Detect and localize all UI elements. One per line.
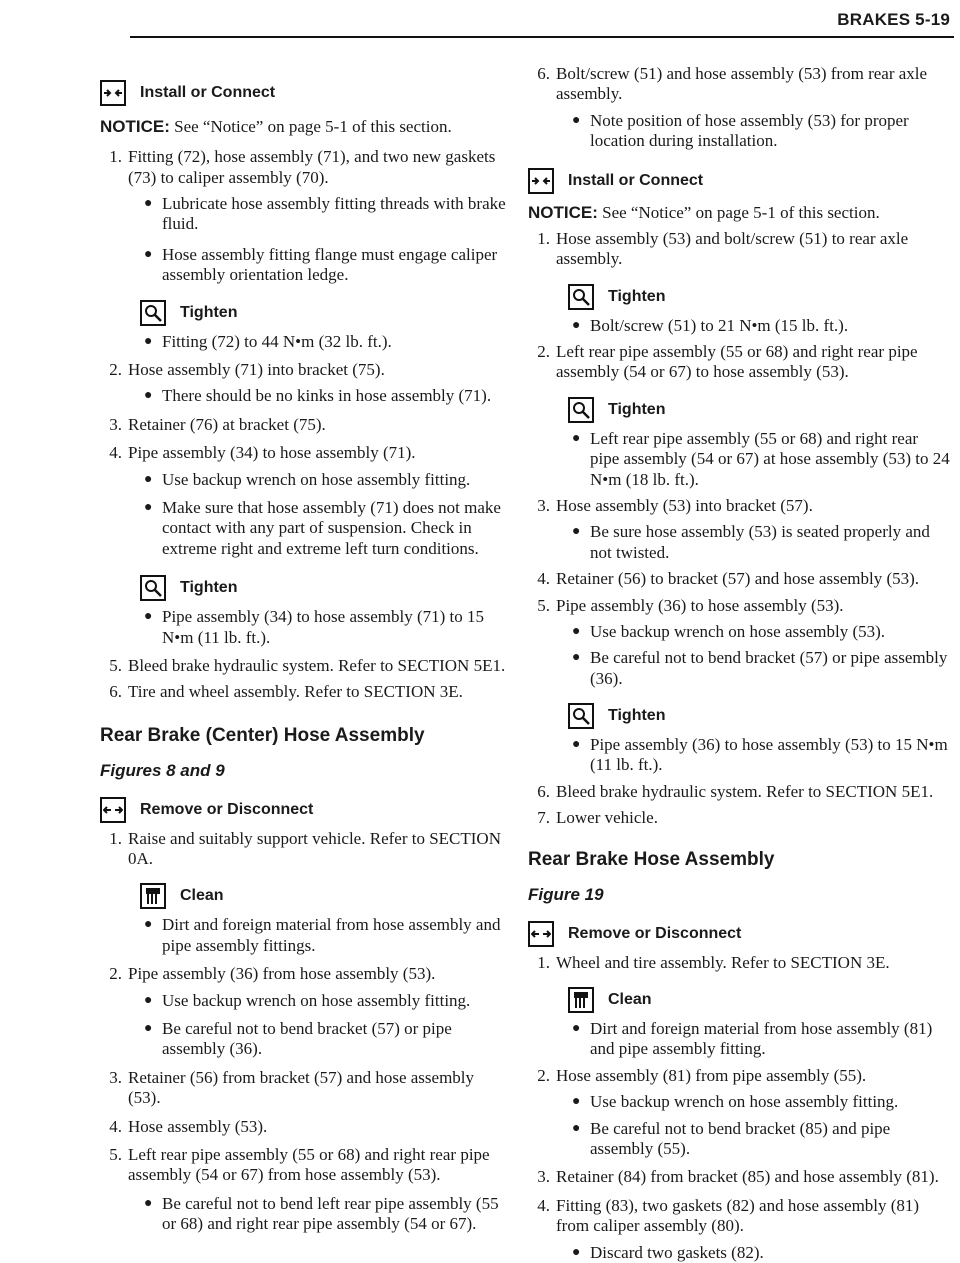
- bullet-item: ● Use backup wrench on hose assembly fitting.: [144, 469, 471, 489]
- remove-icon: [100, 797, 126, 823]
- clean-heading: Clean: [140, 883, 510, 909]
- step-item: 4. Fitting (83), two gaskets (82) and hose assembly (81) from caliper assembly (80).: [537, 1195, 920, 1236]
- step-item: 7. Lower vehicle.: [537, 808, 658, 828]
- remove-icon: [528, 921, 554, 947]
- wrench-icon: [140, 575, 166, 601]
- notice: NOTICE: See “Notice” on page 5-1 of this section.: [528, 202, 880, 222]
- figure-title: Figure 19: [528, 884, 604, 904]
- bullet-item: ● Dirt and foreign material from hose assembly and pipe assembly fittings.: [144, 915, 501, 955]
- install-heading: [100, 80, 510, 106]
- bullet-item: ● Note position of hose assembly (53) for proper location during installation.: [572, 110, 909, 151]
- bullet-item: ● Use backup wrench on hose assembly fitting.: [572, 1092, 899, 1112]
- notice-label: NOTICE:: [100, 117, 170, 136]
- step-item: 3. Retainer (76) at bracket (75).: [109, 414, 326, 434]
- bullet-item: ● Dirt and foreign material from hose assembly (81) and pipe assembly fitting.: [572, 1019, 933, 1059]
- bullet-item: ● Be careful not to bend bracket (57) or pipe assembly (36).: [572, 648, 948, 688]
- bullet-item: ● Left rear pipe assembly (55 or 68) and right rear pipe assembly (54 or 67) at hose assembly (53) to 24 N•m (18 lb. ft.).: [572, 428, 950, 489]
- install-icon: [528, 168, 554, 194]
- clean-heading: Clean: [568, 987, 950, 1013]
- clean-icon: [568, 987, 594, 1013]
- step-item: 2. Hose assembly (81) from pipe assembly (55).: [537, 1065, 867, 1085]
- step-item: 5. Pipe assembly (36) to hose assembly (53).: [537, 595, 844, 615]
- wrench-icon: [568, 397, 594, 423]
- bullet-item: ● Lubricate hose assembly fitting threads with brake fluid.: [144, 194, 506, 234]
- bullet-item: ● Bolt/screw (51) to 21 N•m (15 lb. ft.).: [572, 315, 849, 335]
- bullet-item: ● Be sure hose assembly (53) is seated properly and not twisted.: [572, 522, 930, 562]
- wrench-icon: [568, 284, 594, 310]
- bullet-item: ● Use backup wrench on hose assembly fitting.: [144, 990, 471, 1010]
- step-item: 5. Left rear pipe assembly (55 or 68) and right rear pipe assembly (54 or 67) from hose assembly (53).: [109, 1144, 490, 1185]
- bullet-item: ● Use backup wrench on hose assembly (53).: [572, 621, 886, 641]
- bullet-item: ● Be careful not to bend left rear pipe assembly (55 or 68) and right rear pipe assembly (54 or 67).: [144, 1193, 499, 1234]
- wrench-icon: [568, 703, 594, 729]
- left-column: [100, 64, 510, 1235]
- bullet-item: ● Pipe assembly (34) to hose assembly (71) to 15 N•m (11 lb. ft.).: [144, 607, 485, 647]
- bullet-item: ● There should be no kinks in hose assembly (71).: [144, 386, 492, 406]
- step-item: 2. Pipe assembly (36) from hose assembly (53).: [109, 964, 436, 984]
- step-item: 1. Wheel and tire assembly. Refer to SECTION 3E.: [537, 952, 890, 972]
- bullet-item: ● Hose assembly fitting flange must engage caliper assembly orientation ledge.: [144, 244, 498, 285]
- step-item: 4. Pipe assembly (34) to hose assembly (71).: [109, 443, 416, 463]
- step-item: 6. Bleed brake hydraulic system. Refer to SECTION 5E1.: [537, 781, 934, 801]
- header-rule: [130, 36, 954, 38]
- tighten-heading: Tighten: [568, 397, 950, 423]
- bullet-item: ● Pipe assembly (36) to hose assembly (53) to 15 N•m (11 lb. ft.).: [572, 735, 948, 775]
- bullet-item: ● Make sure that hose assembly (71) does not make contact with any part of suspension. Check in extreme right and extreme left turn conditions.: [144, 497, 501, 558]
- step-item: 3. Hose assembly (53) into bracket (57).: [537, 495, 813, 515]
- step-item: 1. Raise and suitably support vehicle. Refer to SECTION 0A.: [109, 828, 501, 869]
- clean-icon: [140, 883, 166, 909]
- right-column: [528, 64, 950, 1263]
- tighten-heading: Tighten: [568, 703, 950, 729]
- bullet-item: ● Discard two gaskets (82).: [572, 1242, 764, 1262]
- tighten-heading: Tighten: [140, 300, 510, 326]
- step-item: 6. Bolt/screw (51) and hose assembly (53) from rear axle assembly.: [537, 64, 928, 104]
- page-title: BRAKES 5-19: [837, 10, 950, 29]
- step-item: 4. Retainer (56) to bracket (57) and hose assembly (53).: [537, 569, 920, 589]
- figure-title: Figures 8 and 9: [100, 760, 225, 780]
- section-title: Rear Brake (Center) Hose Assembly: [100, 724, 425, 746]
- install-icon: [100, 80, 126, 106]
- install-heading-text: Install or Connect: [140, 84, 276, 101]
- step-item: 2. Hose assembly (71) into bracket (75).: [109, 359, 385, 379]
- bullet-item: ● Be careful not to bend bracket (57) or pipe assembly (36).: [144, 1019, 452, 1059]
- tighten-heading: Tighten: [568, 284, 950, 310]
- step-item: 4. Hose assembly (53).: [109, 1116, 268, 1136]
- install-heading: Install or Connect: [528, 168, 950, 194]
- section-title: Rear Brake Hose Assembly: [528, 848, 775, 870]
- wrench-icon: [140, 300, 166, 326]
- remove-heading: Remove or Disconnect: [528, 921, 950, 947]
- notice-text: See “Notice” on page 5-1 of this section.: [169, 117, 452, 136]
- step-item: 1. Hose assembly (53) and bolt/screw (51) to rear axle assembly.: [537, 228, 909, 269]
- remove-heading: Remove or Disconnect: [100, 797, 510, 823]
- step-item: 3. Retainer (84) from bracket (85) and hose assembly (81).: [537, 1167, 939, 1187]
- step-item: 5. Bleed brake hydraulic system. Refer to SECTION 5E1.: [109, 655, 506, 675]
- bullet-item: ● Fitting (72) to 44 N•m (32 lb. ft.).: [144, 331, 392, 351]
- bullet-item: ● Be careful not to bend bracket (85) and pipe assembly (55).: [572, 1118, 891, 1158]
- step-item: 3. Retainer (56) from bracket (57) and hose assembly (53).: [109, 1067, 475, 1108]
- step-item: 2. Left rear pipe assembly (55 or 68) and right rear pipe assembly (54 or 67) to hose assembly (53).: [537, 341, 918, 382]
- notice: [100, 116, 510, 137]
- page-header: [0, 0, 960, 40]
- tighten-heading: Tighten: [140, 575, 510, 601]
- step-item: 1. Fitting (72), hose assembly (71), and two new gaskets (73) to caliper assembly (70).: [109, 147, 496, 187]
- step-item: 6. Tire and wheel assembly. Refer to SECTION 3E.: [109, 682, 463, 702]
